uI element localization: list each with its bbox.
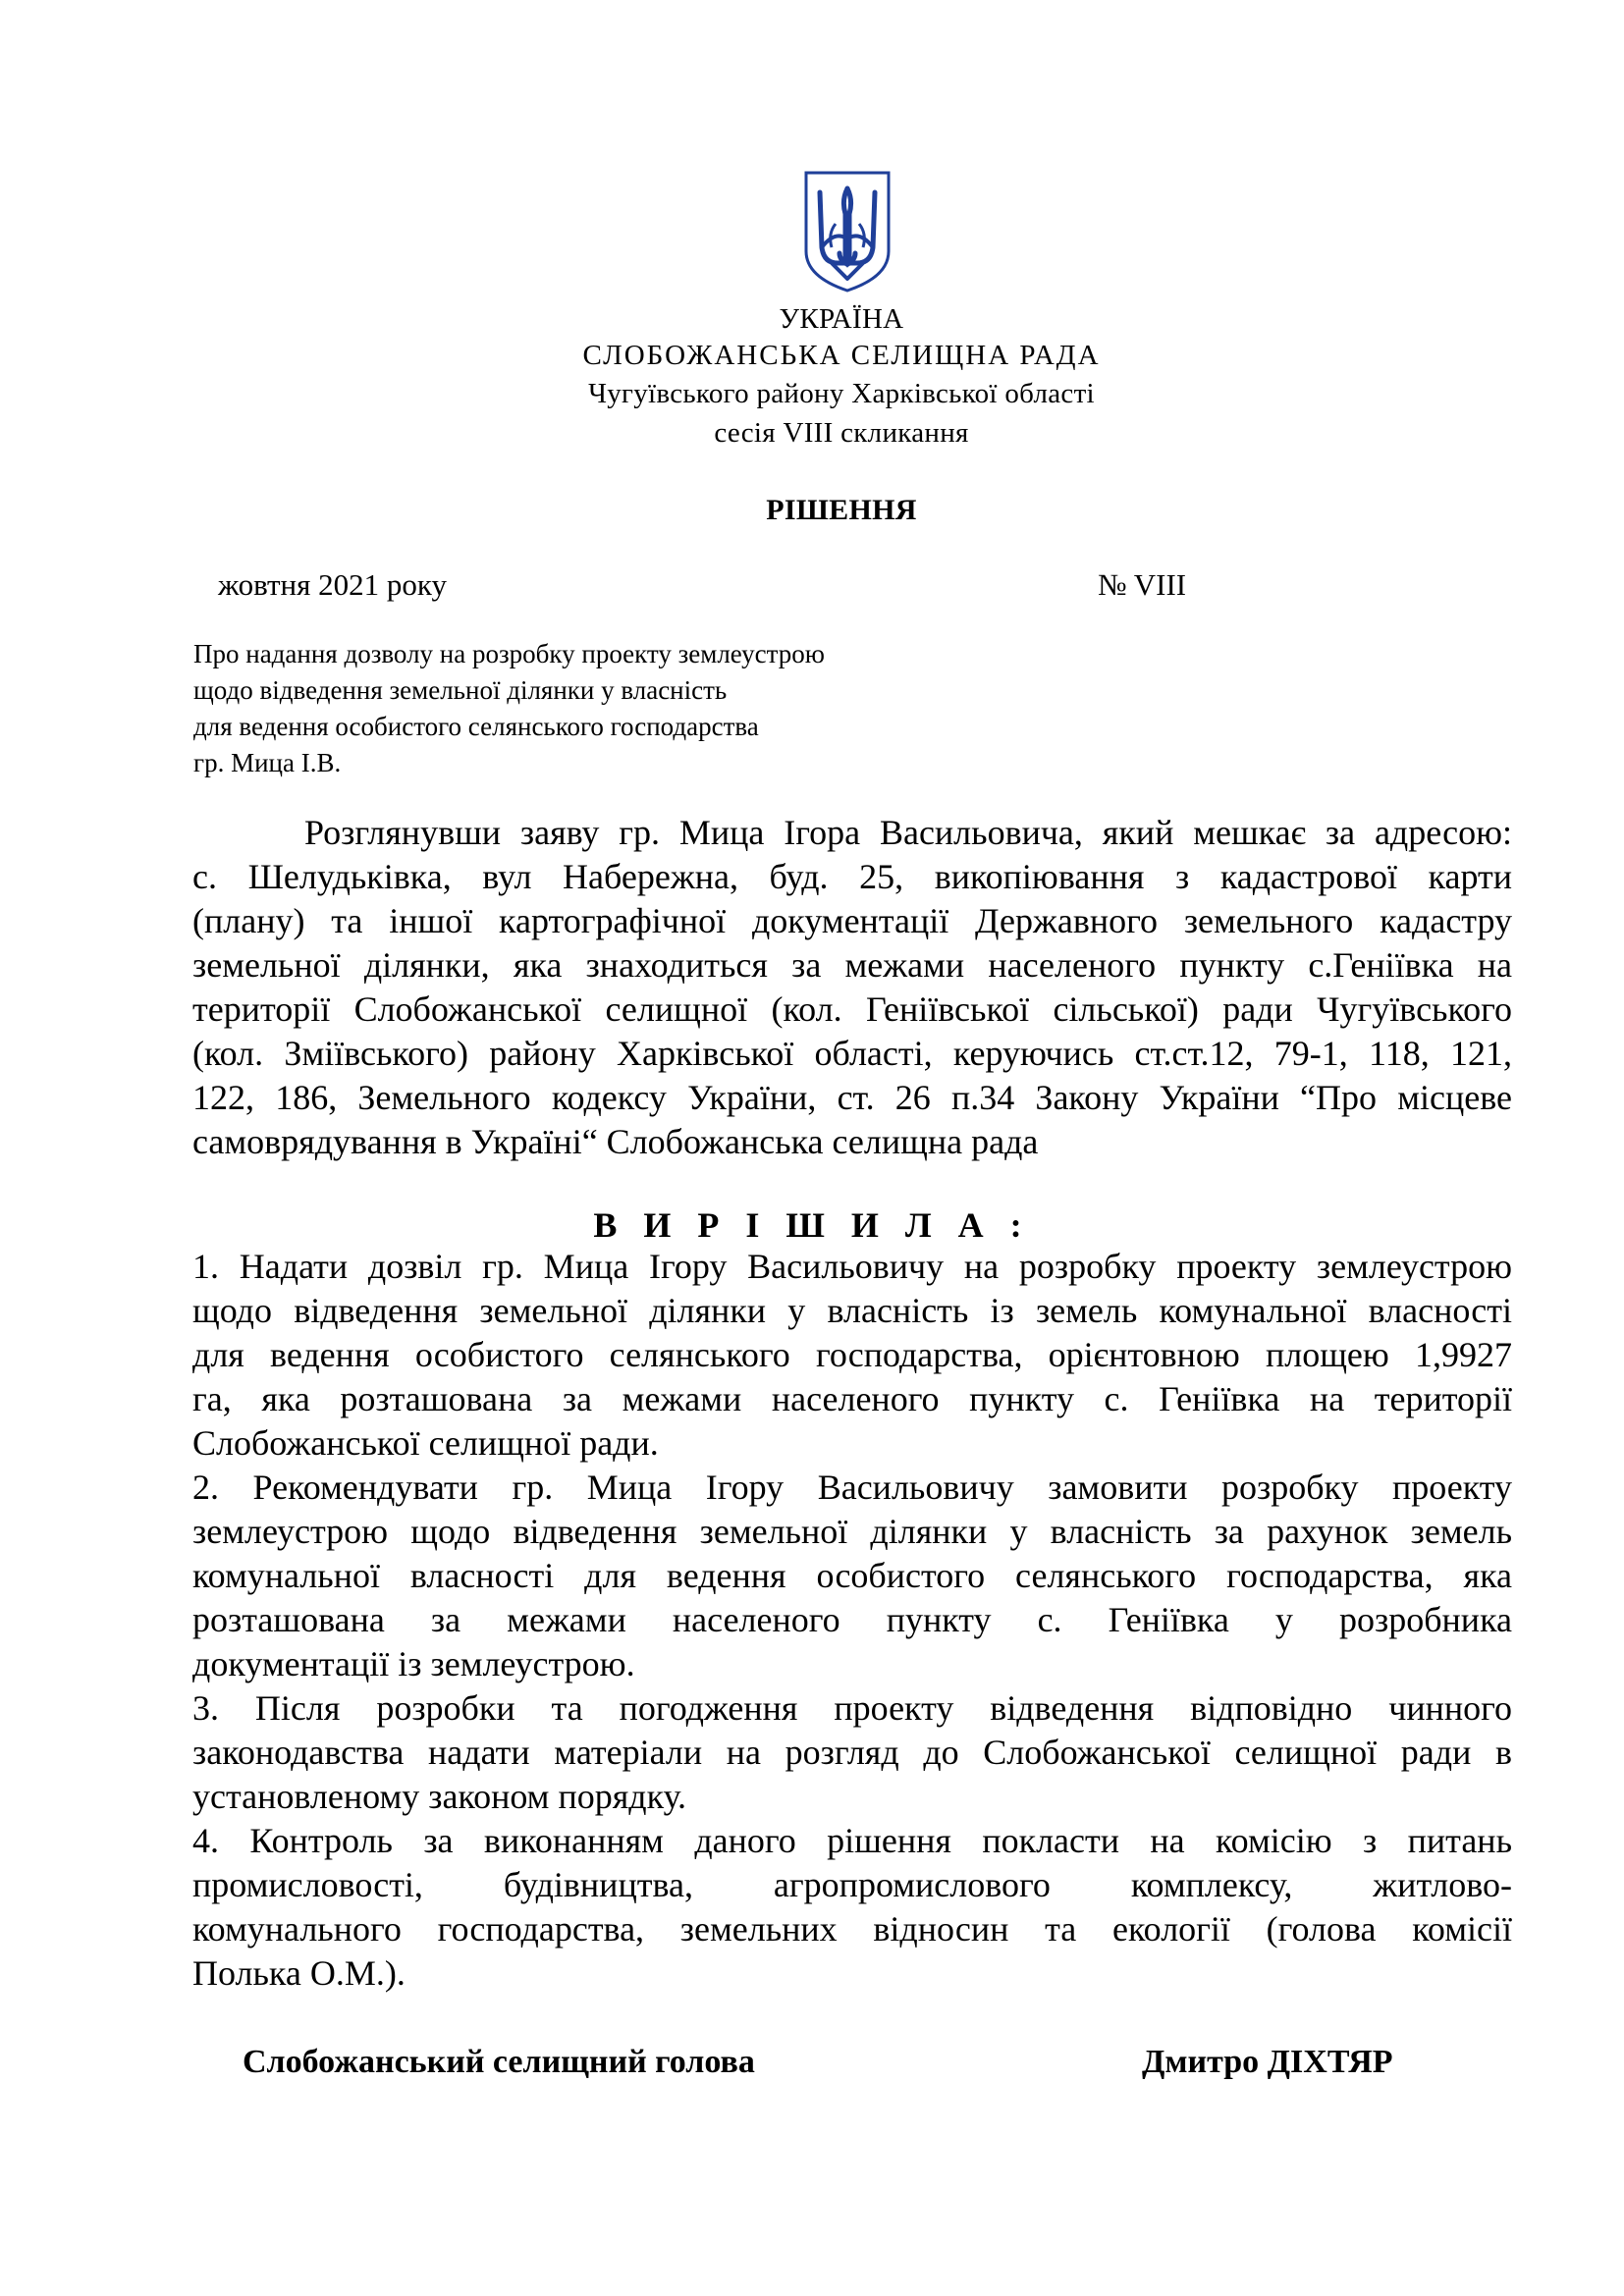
decision-item-line: комунальної власності для ведення особистого селянського господарства, яка bbox=[192, 1556, 1512, 1595]
subject-line: для ведення особистого селянського господарства bbox=[193, 712, 759, 741]
district-name: Чугуївського району Харківської області bbox=[588, 378, 1095, 409]
decision-item-line: комунального господарства, земельних відносин та екології (голова комісії bbox=[192, 1909, 1512, 1949]
decision-item-line: 4. Контроль за виконанням даного рішення покласти на комісію з питань bbox=[192, 1821, 1512, 1860]
ukraine-trident-emblem-icon bbox=[802, 169, 893, 294]
subject-line: щодо відведення земельної ділянки у власність bbox=[193, 675, 728, 705]
decision-item-line: 3. Після розробки та погодження проекту відведення відповідно чинного bbox=[192, 1688, 1512, 1728]
preamble-line: Розглянувши заяву гр. Мица Ігора Васильовича, який мешкає за адресою: bbox=[304, 813, 1512, 852]
subject-line: гр. Мица І.В. bbox=[193, 748, 342, 777]
document-type-title: РІШЕННЯ bbox=[766, 494, 917, 526]
signatory-position: Слобожанський селищний голова bbox=[243, 2044, 755, 2080]
decision-item-line: 2. Рекомендувати гр. Мица Ігору Васильовичу замовити розробку проекту bbox=[192, 1468, 1512, 1507]
decision-item-line: Полька О.М.). bbox=[192, 1953, 406, 1993]
preamble-line: самоврядування в Україні“ Слобожанська селищна рада bbox=[192, 1122, 1039, 1161]
preamble-line: с. Шелудьківка, вул Набережна, буд. 25, викопіювання з кадастрової карти bbox=[192, 857, 1512, 896]
session-label: сесія VIII скликання bbox=[714, 417, 969, 449]
signatory-name: Дмитро ДІХТЯР bbox=[1142, 2044, 1393, 2080]
decision-item-line: законодавства надати матеріали на розгляд до Слобожанської селищної ради в bbox=[192, 1733, 1512, 1772]
decided-heading: В И Р І Ш И Л А : bbox=[593, 1205, 1031, 1245]
decision-item-line: щодо відведення земельної ділянки у власність із земель комунальної власності bbox=[192, 1291, 1512, 1330]
decision-item-line: Слобожанської селищної ради. bbox=[192, 1423, 659, 1463]
preamble-line: земельної ділянки, яка знаходиться за межами населеного пункту с.Геніївка на bbox=[192, 945, 1512, 985]
decision-item-line: 1. Надати дозвіл гр. Мица Ігору Васильовичу на розробку проекту землеустрою bbox=[192, 1247, 1512, 1286]
country-name: УКРАЇНА bbox=[779, 303, 904, 335]
preamble-line: 122, 186, Земельного кодексу України, ст. 26 п.34 Закону України “Про місцеве bbox=[192, 1078, 1512, 1117]
decision-item-line: документації із землеустрою. bbox=[192, 1644, 635, 1683]
decision-item-line: для ведення особистого селянського господарства, орієнтовною площею 1,9927 bbox=[192, 1335, 1512, 1374]
decision-item-line: промисловості, будівництва, агропромислового комплексу, житлово- bbox=[192, 1865, 1512, 1904]
council-name: СЛОБОЖАНСЬКА СЕЛИЩНА РАДА bbox=[582, 340, 1101, 371]
decision-item-line: землеустрою щодо відведення земельної ділянки у власність за рахунок земель bbox=[192, 1512, 1512, 1551]
decision-item-line: га, яка розташована за межами населеного пункту с. Геніївка на території bbox=[192, 1379, 1512, 1418]
preamble-line: (плану) та іншої картографічної документації Державного земельного кадастру bbox=[192, 901, 1512, 940]
preamble-line: (кол. Зміївського) району Харківської області, керуючись ст.ст.12, 79-1, 118, 121, bbox=[192, 1034, 1512, 1073]
decision-item-line: установленому законом порядку. bbox=[192, 1777, 686, 1816]
subject-line: Про надання дозволу на розробку проекту землеустрою bbox=[193, 639, 825, 668]
decision-number: № VIII bbox=[1098, 567, 1187, 602]
decision-item-line: розташована за межами населеного пункту с. Геніївка у розробника bbox=[192, 1600, 1512, 1639]
decision-date: жовтня 2021 року bbox=[218, 567, 448, 602]
preamble-line: території Слобожанської селищної (кол. Геніївської сільської) ради Чугуївського bbox=[192, 989, 1512, 1029]
